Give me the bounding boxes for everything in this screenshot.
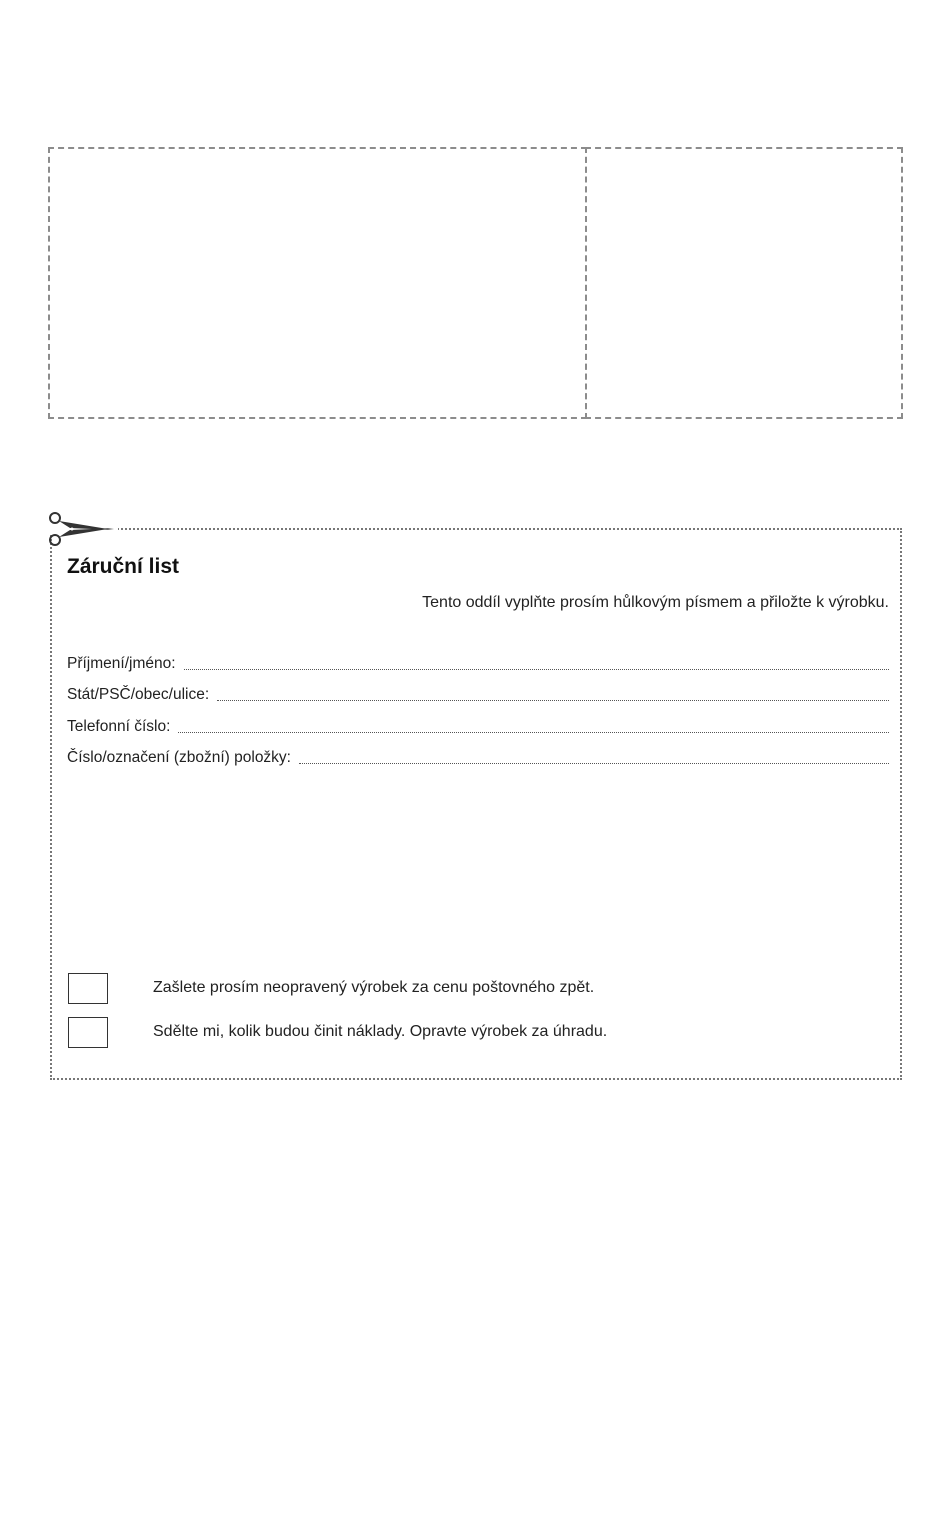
address-field-line[interactable]: [217, 700, 889, 701]
return-unrepaired-label: Zašlete prosím neopravený výrobek za cenu poštovného zpět.: [153, 979, 595, 996]
name-field[interactable]: [67, 651, 889, 673]
phone-field-line[interactable]: [178, 732, 889, 733]
address-field-label: Stát/PSČ/obec/ulice:: [67, 686, 210, 703]
warranty-title: Záruční list: [67, 555, 180, 578]
address-box-right: [585, 147, 903, 419]
paid-repair-checkbox[interactable]: [68, 1017, 108, 1048]
address-field[interactable]: [67, 682, 889, 704]
item-number-field-label: Číslo/označení (zbožní) položky:: [67, 749, 291, 766]
phone-field-label: Telefonní číslo:: [67, 718, 171, 735]
phone-field[interactable]: [67, 714, 889, 736]
item-number-field-line[interactable]: [299, 763, 889, 764]
paid-repair-label: Sdělte mi, kolik budou činit náklady. Opravte výrobek za úhradu.: [153, 1023, 608, 1040]
fill-instruction: Tento oddíl vyplňte prosím hůlkovým písmem a přiložte k výrobku.: [422, 594, 889, 611]
item-number-field[interactable]: [67, 745, 889, 767]
scissors-icon: [46, 509, 118, 549]
return-unrepaired-checkbox[interactable]: [68, 973, 108, 1004]
address-box-left: [48, 147, 587, 419]
name-field-line[interactable]: [184, 669, 889, 670]
name-field-label: Příjmení/jméno:: [67, 655, 176, 672]
